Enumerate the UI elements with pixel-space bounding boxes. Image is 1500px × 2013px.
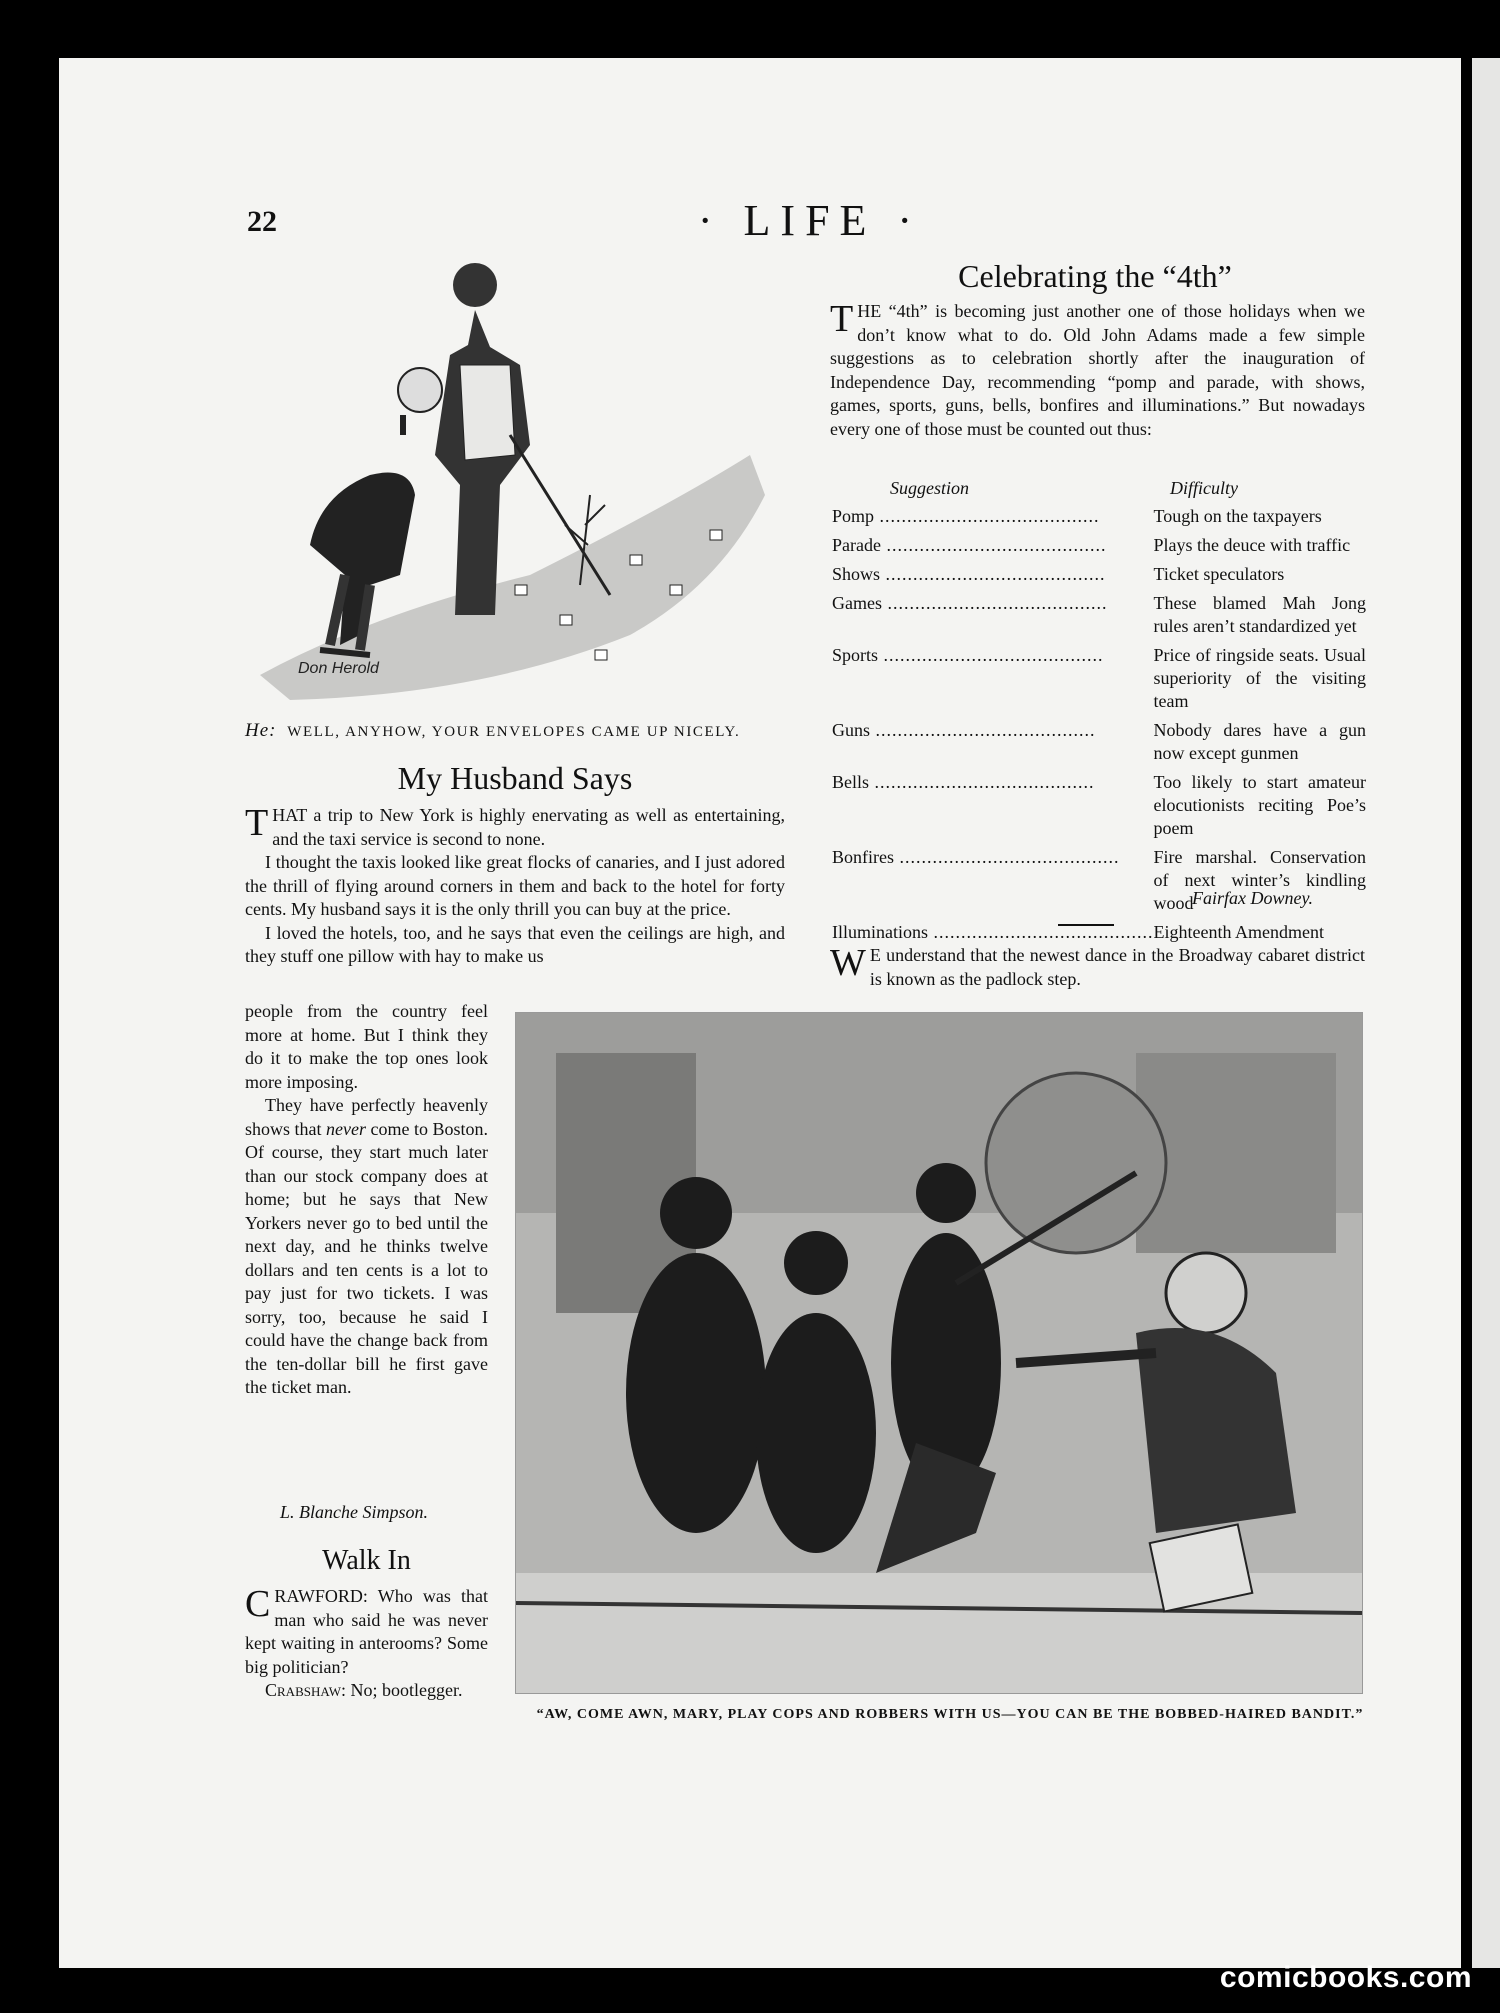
watermark: comicbooks.com (1219, 1961, 1472, 1994)
suggestion-item: Pomp ..... (832, 505, 1154, 534)
suggestion-item: Bells ..... (832, 771, 1154, 846)
suggestion-row (832, 771, 1366, 846)
suggestion-row (832, 592, 1366, 644)
suggestion-row (832, 644, 1366, 719)
top-cartoon-caption (245, 720, 785, 742)
col-suggestion: Suggestion (890, 478, 969, 498)
husband-title: My Husband Says (397, 760, 633, 796)
padlock-text: E understand that the newest dance in the Broadway cabaret district is known as the padlock step. (869, 945, 1365, 989)
dropcap: C (245, 1583, 271, 1625)
walkin-speaker2: Crabshaw: (265, 1680, 346, 1700)
big-cartoon-caption: “AW, COME AWN, MARY, PLAY COPS AND ROBBERS WITH US—YOU CAN BE THE BOBBED-HAIRED BANDIT.” (536, 1707, 1364, 1722)
artist-signature: Don Herold (298, 660, 379, 677)
suggestion-difficulty: Plays the deuce with traffic (1153, 535, 1351, 555)
top-cartoon-illustration (250, 255, 770, 705)
next-page-edge (1468, 58, 1500, 1968)
fourth-intro (830, 300, 1365, 441)
husband-p1: HAT a trip to New York is highly enervating as well as entertaining, and the taxi service is second to none. (272, 805, 785, 849)
emphasis-never: never (326, 1118, 366, 1139)
suggestion-table (832, 505, 1366, 950)
dropcap: T (245, 802, 269, 844)
suggestion-item: Sports ..... (832, 644, 1154, 719)
street-scene-drawing (516, 1013, 1362, 1693)
suggestion-difficulty: These blamed Mah Jong rules aren’t standardized yet (1153, 593, 1366, 636)
husband-p3b: people from the country feel more at home. But I think they do it to make the top ones look more imposing. (245, 1001, 488, 1092)
suggestion-difficulty: Tough on the taxpayers (1153, 506, 1322, 526)
walkin-article (245, 1585, 488, 1703)
suggestion-difficulty: Nobody dares have a gun now except gunmen (1153, 720, 1366, 763)
fourth-byline: Fairfax Downey. (1192, 888, 1313, 908)
suggestion-difficulty: Price of ringside seats. Usual superiority of the visiting team (1153, 645, 1366, 711)
walkin-p2: No; bootlegger. (345, 1680, 463, 1700)
husband-article-top (245, 804, 785, 969)
caption-text: WELL, ANYHOW, YOUR ENVELOPES CAME UP NICELY. (287, 724, 741, 740)
husband-p2: I thought the taxis looked like great flocks of canaries, and I just adored the thrill of flying around corners in them and back to the hotel for forty cents. My husband says it is the only thrill you can buy at the price. (245, 852, 785, 919)
suggestion-item: Games ..... (832, 592, 1154, 644)
suggestion-item: Parade ..... (832, 534, 1154, 563)
dropcap: W (830, 942, 866, 984)
suggestion-item: Shows ..... (832, 563, 1154, 592)
fourth-title: Celebrating the “4th” (958, 258, 1232, 294)
husband-p4: They have perfectly heavenly shows that never come to Boston. Of course, they start much later than our stock company does at home; but he says that New Yorkers never go to bed until the next day, and he thinks twelve dollars and ten cents is a lot to pay just for two tickets. I was sorry, too, because he said I could have the change back from the ten-dollar bill he first gave the ticket man. (245, 1095, 489, 1397)
suggestion-row (832, 719, 1366, 771)
suggestion-difficulty: Eighteenth Amendment (1153, 922, 1324, 942)
suggestion-row (832, 505, 1366, 534)
suggestion-row (832, 563, 1366, 592)
husband-byline: L. Blanche Simpson. (280, 1502, 428, 1522)
husband-p3: I loved the hotels, too, and he says that even the ceilings are high, and they stuff one pillow with hay to make us (245, 922, 785, 966)
dropcap: T (830, 298, 854, 340)
suggestion-row (832, 534, 1366, 563)
section-divider (1058, 924, 1114, 926)
cops-and-robbers-illustration (515, 1012, 1363, 1694)
walkin-title: Walk In (322, 1545, 411, 1576)
suggestion-row (832, 846, 1366, 921)
suggestion-difficulty: Too likely to start amateur elocutionists reciting Poe’s poem (1153, 772, 1366, 838)
husband-article-column (245, 1000, 488, 1400)
fourth-intro-text: HE “4th” is becoming just another one of those holidays when we don’t know what to do. Old John Adams made a few simple suggestions as to celebration shortly after the inauguration of Independence Day, recommending “pomp and parade, with shows, games, sports, guns, bells, bonfires and illuminations.” But nowadays every one of those must be counted out thus: (830, 301, 1365, 439)
suggestion-item: Bonfires ..... (832, 846, 1154, 921)
masthead: · LIFE · (697, 196, 923, 245)
caption-speaker: He: (245, 720, 277, 741)
suggestion-item: Guns ..... (832, 719, 1154, 771)
suggestion-item: Illuminations ..... (832, 921, 1154, 950)
padlock-paragraph (830, 944, 1365, 991)
col-difficulty: Difficulty (1170, 478, 1238, 498)
suggestion-difficulty: Ticket speculators (1153, 564, 1285, 584)
gardening-couple-drawing (250, 255, 770, 705)
suggestion-difficulty: Fire marshal. Conservation of next winter’s kindling wood (1153, 847, 1366, 913)
page-number: 22 (247, 205, 277, 238)
walkin-p1: RAWFORD: Who was that man who said he was never kept waiting in anterooms? Some big politician? (245, 1586, 488, 1677)
